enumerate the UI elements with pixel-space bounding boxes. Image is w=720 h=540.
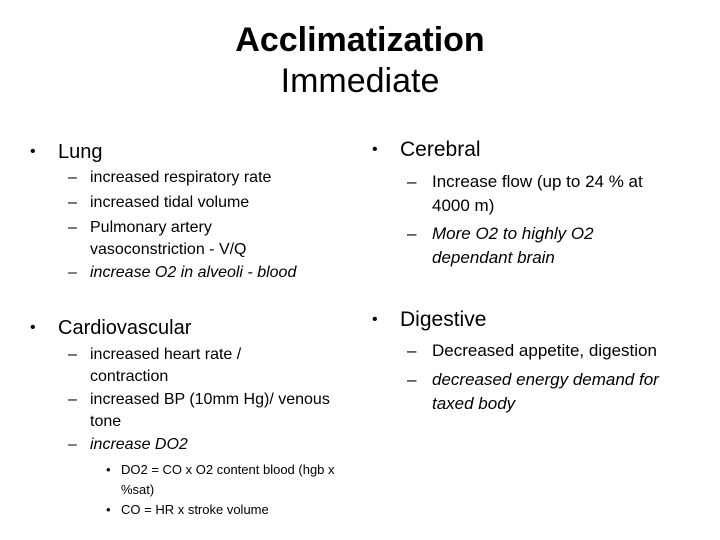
dash-icon: – bbox=[68, 219, 77, 236]
dash-icon: – bbox=[407, 172, 417, 191]
bullet-icon: • bbox=[30, 143, 36, 160]
cerebral-heading-label: Cerebral bbox=[400, 138, 481, 161]
title-sub: Immediate bbox=[280, 62, 440, 100]
dash-icon: – bbox=[68, 391, 77, 408]
cardio-subitem-2: • CO = HR x stroke volume bbox=[121, 500, 336, 520]
digestive-item-2: – decreased energy demand for taxed body bbox=[407, 370, 659, 413]
dash-icon: – bbox=[68, 169, 77, 186]
dash-icon: – bbox=[68, 436, 77, 453]
dash-icon: – bbox=[407, 370, 417, 389]
cardio-item-3: – increase DO2 bbox=[90, 434, 290, 456]
lung-item-3: – Pulmonary artery vasoconstriction - V/Q bbox=[68, 219, 247, 258]
bullet-icon: • bbox=[30, 319, 36, 336]
bullet-icon: • bbox=[106, 502, 111, 517]
bullet-icon: • bbox=[372, 141, 378, 158]
cardio-item-2: – increased BP (10mm Hg)/ venous tone bbox=[68, 391, 330, 430]
cardio-subitem-1: • DO2 = CO x O2 content blood (hgb x %sat) bbox=[106, 462, 335, 497]
digestive-item-1: – Decreased appetite, digestion bbox=[432, 339, 692, 363]
cerebral-item-1: – Increase flow (up to 24 % at 4000 m) bbox=[407, 172, 643, 215]
dash-icon: – bbox=[407, 224, 417, 243]
digestive-heading bbox=[372, 308, 487, 332]
cardio-heading-label: Cardiovascular bbox=[58, 317, 192, 339]
cerebral-item-2: – More O2 to highly O2 dependant brain bbox=[407, 224, 594, 267]
bullet-icon: • bbox=[372, 311, 378, 328]
lung-item-1: – increased respiratory rate bbox=[90, 167, 320, 189]
lung-heading bbox=[30, 140, 103, 164]
dash-icon: – bbox=[407, 341, 417, 360]
cardio-item-1: – increased heart rate / contraction bbox=[68, 346, 242, 385]
dash-icon: – bbox=[68, 346, 77, 363]
digestive-heading-label: Digestive bbox=[400, 308, 487, 331]
slide-title bbox=[0, 20, 720, 102]
bullet-icon: • bbox=[106, 462, 111, 477]
title-main: Acclimatization bbox=[235, 21, 485, 59]
lung-heading-label: Lung bbox=[58, 141, 103, 163]
lung-item-2: – increased tidal volume bbox=[90, 192, 320, 214]
lung-item-4: – increase O2 in alveoli - blood bbox=[90, 262, 330, 284]
dash-icon: – bbox=[68, 264, 77, 281]
dash-icon: – bbox=[68, 194, 77, 211]
cerebral-heading bbox=[372, 138, 481, 162]
cardio-heading bbox=[30, 316, 192, 340]
